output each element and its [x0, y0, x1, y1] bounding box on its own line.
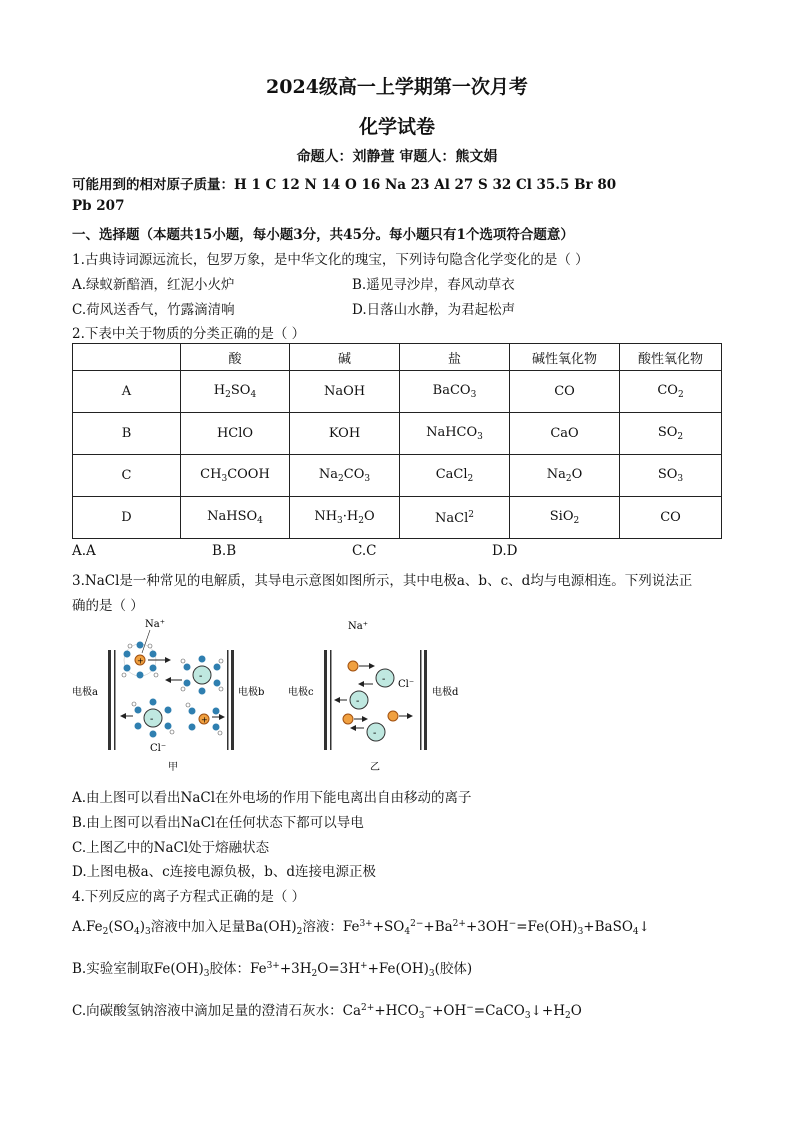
- q1-option-a: A.绿蚁新醅酒，红泥小火炉: [72, 277, 235, 293]
- table-cell: $CO_2$: [620, 371, 722, 413]
- electrode-d-label: 电极d: [432, 687, 459, 698]
- row-label: D: [73, 497, 181, 539]
- q4-option-c: C.向碳酸氢钠溶液中滴加足量的澄清石灰水：$Ca^{2+}+HCO_3^-+OH^-=CaCO_3↓+H_2O$: [72, 1003, 582, 1021]
- electrode-b-plate: [231, 650, 234, 750]
- electrode-a-label: 电极a: [72, 687, 98, 698]
- cl-ion-label: Cl⁻: [150, 743, 167, 754]
- electrode-a-plate: [108, 650, 111, 750]
- table-header-cell: 碱性氧化物: [510, 344, 620, 371]
- table-cell: CaCl$_2$: [400, 455, 510, 497]
- label-jia: 甲: [168, 762, 178, 773]
- atomic-masses-line2: Pb 207: [72, 198, 125, 214]
- hydrated-chloride-ion: [121, 699, 174, 738]
- svg-text:-: -: [150, 714, 154, 725]
- na-ion-label-yi: Na⁺: [348, 621, 368, 632]
- table-cell: HClO: [181, 413, 290, 455]
- table-cell: NaHCO$_3$: [400, 413, 510, 455]
- svg-text:-: -: [356, 696, 360, 707]
- table-cell: $Na_2CO_3$: [290, 455, 400, 497]
- q4-option-b: B.实验室制取$Fe(OH)_3$胶体：$Fe^{3+}+3H_2O=3H^++Fe(OH)_3$(胶体): [72, 961, 473, 979]
- na-ion-label: Na⁺: [145, 619, 165, 630]
- cl-ion-label-yi: Cl⁻: [398, 679, 415, 690]
- free-sodium-ion: [388, 711, 412, 721]
- table-header-cell: 酸: [181, 344, 290, 371]
- q4-stem: 4.下列反应的离子方程式正确的是（ ）: [72, 889, 306, 905]
- table-cell: NaCl$^2$: [400, 497, 510, 539]
- free-sodium-ion: [343, 714, 367, 724]
- label-yi: 乙: [370, 762, 380, 773]
- q3-option-d: D.上图电极a、c连接电源负极，b、d连接电源正极: [72, 864, 377, 880]
- electrode-b-label: 电极b: [238, 687, 265, 698]
- q3-stem-line2: 确的是（ ）: [72, 598, 144, 614]
- atomic-masses-line1: 可能用到的相对原子质量：H 1 C 12 N 14 O 16 Na 23 Al 27 S 32 Cl 35.5 Br 80: [72, 177, 617, 193]
- table-header-cell: 盐: [400, 344, 510, 371]
- table-cell: $NH_3\cdot H_2O$: [290, 497, 400, 539]
- svg-text:+: +: [201, 715, 208, 725]
- exam-title: 2024级高一上学期第一次月考: [266, 76, 528, 98]
- q2-option-d: D.D: [492, 543, 518, 559]
- electrode-c-plate: [324, 650, 327, 750]
- q3-option-b: B.由上图可以看出NaCl在任何状态下都可以导电: [72, 815, 364, 831]
- q1-option-c: C.荷风送香气，竹露滴清响: [72, 302, 235, 318]
- table-row: [73, 455, 722, 497]
- table-cell: $Na_2O$: [510, 455, 620, 497]
- row-label: A: [73, 371, 181, 413]
- exam-subject: 化学试卷: [358, 116, 435, 138]
- table-cell: $SO_2$: [620, 413, 722, 455]
- q4-a-prefix: A.: [72, 919, 87, 935]
- exam-authors: 命题人：刘静萱 审题人：熊文娟: [296, 149, 498, 165]
- q4-a-mid: 溶液中加入足量: [150, 919, 246, 935]
- q4-b-prefix: B.实验室制取: [72, 961, 154, 977]
- svg-text:-: -: [382, 674, 386, 685]
- q4-a-mid2: 溶液：: [302, 919, 343, 935]
- table-header-cell: [73, 344, 181, 371]
- section-heading: 一、选择题（本题共15小题，每小题3分，共45分。每小题只有1个选项符合题意）: [72, 227, 574, 243]
- table-row: [73, 371, 722, 413]
- electrode-c-label: 电极c: [288, 687, 314, 698]
- free-chloride-ion: [351, 723, 385, 741]
- table-cell: CaO: [510, 413, 620, 455]
- table-cell: SiO$_2$: [510, 497, 620, 539]
- q2-option-c: C.C: [352, 543, 377, 559]
- electrode-d-plate: [424, 650, 427, 750]
- svg-text:+: +: [137, 656, 144, 666]
- hydrated-chloride-ion: [166, 656, 223, 695]
- q4-b-mid: 胶体：: [209, 961, 250, 977]
- nacl-conduction-figure: [70, 615, 490, 775]
- q1-option-d: D.日落山水静，为君起松声: [352, 302, 516, 318]
- table-header-row: [73, 344, 722, 371]
- q2-option-a: A.A: [72, 543, 96, 559]
- table-header-cell: 酸性氧化物: [620, 344, 722, 371]
- row-label: B: [73, 413, 181, 455]
- table-cell: KOH: [290, 413, 400, 455]
- free-chloride-ion: [335, 691, 368, 709]
- q3-option-c: C.上图乙中的NaCl处于熔融状态: [72, 840, 270, 856]
- table-cell: $CH_3COOH$: [181, 455, 290, 497]
- classification-table: [72, 343, 722, 539]
- q1-option-b: B.遥见寻沙岸，春风动草衣: [352, 277, 515, 293]
- hydrated-sodium-ion: [186, 703, 224, 735]
- q2-stem: 2.下表中关于物质的分类正确的是（ ）: [72, 326, 306, 342]
- q3-stem-line1: 3.NaCl是一种常见的电解质，其导电示意图如图所示，其中电极a、b、c、d均与电源相连。下列说法正: [72, 573, 693, 589]
- q3-option-a: A.由上图可以看出NaCl在外电场的作用下能电离出自由移动的离子: [72, 790, 472, 806]
- table-cell: NaOH: [290, 371, 400, 413]
- svg-text:-: -: [199, 671, 203, 682]
- row-label: C: [73, 455, 181, 497]
- q1-stem: 1.古典诗词源远流长，包罗万象，是中华文化的瑰宝，下列诗句隐含化学变化的是（ ）: [72, 252, 589, 268]
- q2-option-b: B.B: [212, 543, 237, 559]
- table-cell: NaHSO$_4$: [181, 497, 290, 539]
- free-sodium-ion: [348, 661, 374, 671]
- table-cell: $SO_3$: [620, 455, 722, 497]
- table-row: [73, 413, 722, 455]
- hydrated-sodium-ion: [122, 642, 170, 679]
- q4-b-colloid: (胶体): [434, 961, 473, 977]
- svg-text:-: -: [373, 728, 377, 739]
- table-row: [73, 497, 722, 539]
- table-cell: $H_2SO_4$: [181, 371, 290, 413]
- q4-option-a: $A.Fe_2(SO_4)_3$溶液中加入足量$Ba(OH)_2$溶液：$Fe^{3+}+SO_4^{2-}+Ba^{2+}+3OH^-=Fe(OH)_3+BaSO_4↓$: [72, 919, 650, 937]
- table-cell: BaCO$_3$: [400, 371, 510, 413]
- q4-c-prefix: C.向碳酸氢钠溶液中滴加足量的澄清石灰水：: [72, 1003, 343, 1019]
- table-cell: CO: [620, 497, 722, 539]
- table-header-cell: 碱: [290, 344, 400, 371]
- free-chloride-ion: [359, 669, 394, 687]
- table-cell: CO: [510, 371, 620, 413]
